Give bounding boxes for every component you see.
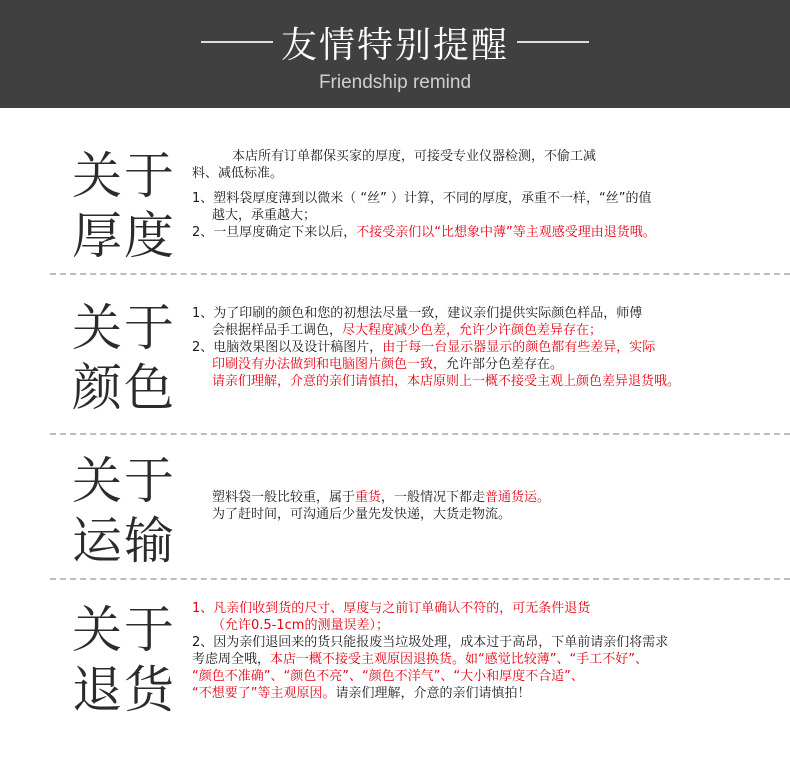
text-line: 塑料袋一般比较重，属于重货，一般情况下都走普通货运。 <box>212 490 551 505</box>
header-subtitle: Friendship remind <box>318 72 472 93</box>
section-heading: 关于 厚度 <box>72 147 176 265</box>
section-heading: 关于 退货 <box>72 601 176 719</box>
list-item: 考虑周全哦，本店一概不接受主观原因退换货。如“感觉比较薄”、“手工不好”、 <box>192 652 648 667</box>
header-banner <box>0 0 790 108</box>
section-heading: 关于 运输 <box>72 452 176 570</box>
list-item: 请亲们理解，介意的亲们请慎拍，本店原则上一概不接受主观上颜色差异退货哦。 <box>212 374 681 389</box>
section-divider <box>50 273 790 275</box>
header-title-row <box>0 18 790 66</box>
list-item: “不想要了”等主观原因。请亲们理解，介意的亲们请慎拍！ <box>192 686 531 701</box>
section-body <box>192 148 762 241</box>
header-line-left <box>201 41 273 43</box>
list-item: “颜色不准确”、“颜色不亮”、“颜色不洋气”、“大小和厚度不合适”、 <box>192 669 584 684</box>
section-heading: 关于 颜色 <box>72 299 176 417</box>
section-body <box>212 489 782 523</box>
section-divider <box>50 433 790 435</box>
text-line: 为了赶时间，可沟通后少量先发快递，大货走物流。 <box>212 507 512 522</box>
list-item: （允许0.5-1cm的测量误差）； <box>212 618 389 633</box>
list-item: 2、一旦厚度确定下来以后，不接受亲们以“比想象中薄”等主观感受理由退货哦。 <box>192 225 656 240</box>
list-item: 1、塑料袋厚度薄到以微米（ “丝” ）计算，不同的厚度，承重不一样，“丝”的值 <box>192 191 652 206</box>
list-item: 1、为了印刷的颜色和您的初想法尽量一致，建议亲们提供实际颜色样品，师傅 <box>192 306 643 321</box>
list-item: 2、因为亲们退回来的货只能报废当垃圾处理，成本过于高昂，下单前请亲们将需求 <box>192 635 669 650</box>
header-line-right <box>517 41 589 43</box>
section-divider <box>50 578 790 580</box>
list-item: 印刷没有办法做到和电脑图片颜色一致，允许部分色差存在。 <box>212 357 564 372</box>
section-body <box>192 305 762 390</box>
list-item: 1、凡亲们收到货的尺寸、厚度与之前订单确认不符的，可无条件退货 <box>192 601 591 616</box>
list-item: 2、电脑效果图以及设计稿图片，由于每一台显示器显示的颜色都有些差异，实际 <box>192 340 656 355</box>
header-title: 友情特别提醒 <box>280 24 509 66</box>
intro-line: 本店所有订单都保买家的厚度，可接受专业仪器检测，不偷工减 <box>232 149 597 164</box>
intro-line: 料、减低标准。 <box>192 166 284 181</box>
list-item: 越大，承重越大； <box>212 208 317 223</box>
list-item: 会根据样品手工调色，尽大程度减少色差，允许少许颜色差异存在； <box>212 323 603 338</box>
section-body <box>192 600 762 702</box>
